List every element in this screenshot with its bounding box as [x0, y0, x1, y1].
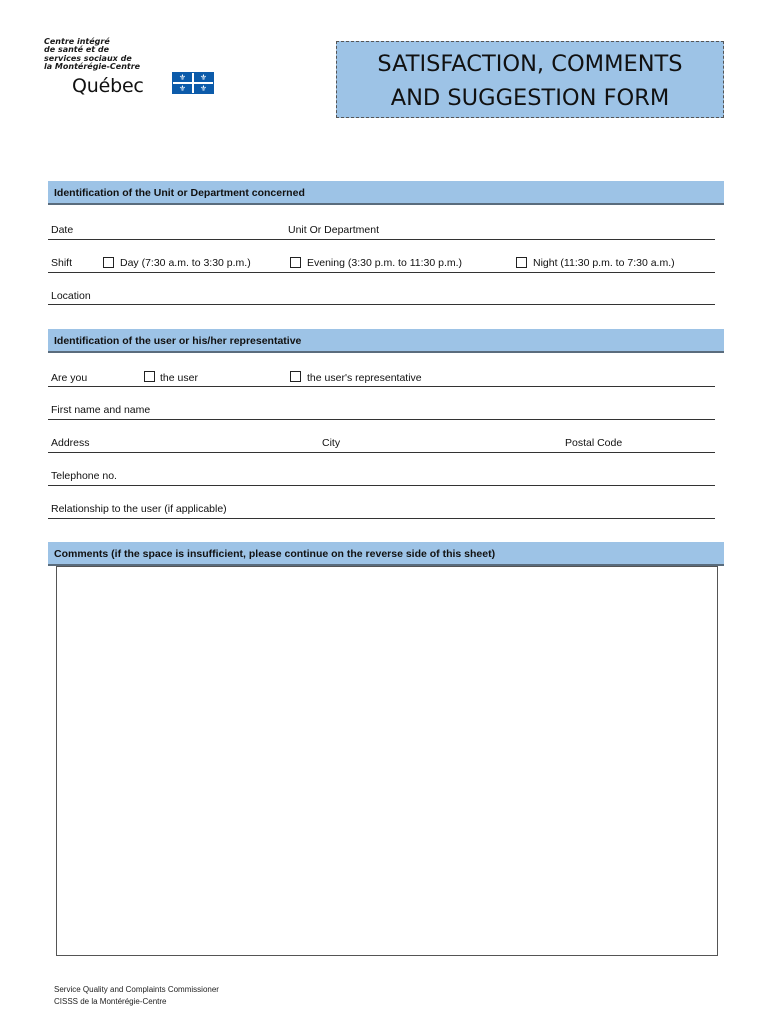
cisss-logo	[44, 38, 214, 100]
representative-option-label: the user's representative	[307, 372, 422, 384]
date-unit-field-line[interactable]	[48, 239, 715, 240]
telephone-field-line[interactable]	[48, 485, 715, 486]
form-title-line2: AND SUGGESTION FORM	[390, 85, 670, 111]
address-label: Address	[51, 437, 90, 449]
location-field-line[interactable]	[48, 304, 715, 305]
are-you-label: Are you	[51, 372, 88, 384]
footer-organization: CISSS de la Montérégie-Centre	[54, 997, 167, 1006]
shift-day-label: Day (7:30 a.m. to 3:30 p.m.)	[120, 257, 251, 269]
name-label: First name and name	[51, 404, 151, 416]
footer-commissioner: Service Quality and Complaints Commissioner	[54, 985, 219, 994]
relationship-field-line[interactable]	[48, 518, 715, 519]
shift-evening-checkbox[interactable]	[290, 257, 301, 268]
shift-night-checkbox[interactable]	[516, 257, 527, 268]
relationship-label: Relationship to the user (if applicable)	[51, 503, 227, 515]
form-title	[336, 41, 724, 118]
comments-textarea[interactable]	[56, 566, 718, 956]
unit-label: Unit Or Department	[288, 224, 380, 236]
shift-evening-label: Evening (3:30 p.m. to 11:30 p.m.)	[307, 257, 463, 269]
quebec-wordmark: Québec	[72, 75, 144, 97]
org-name-line: services sociaux de	[44, 53, 132, 63]
address-field-line[interactable]	[48, 452, 715, 453]
shift-day-checkbox[interactable]	[103, 257, 114, 268]
user-checkbox[interactable]	[144, 371, 155, 382]
org-name-line: de santé et de	[44, 45, 110, 55]
form-title-line1: SATISFACTION, COMMENTS	[377, 51, 683, 77]
representative-checkbox[interactable]	[290, 371, 301, 382]
org-name-line: Centre intégré	[44, 37, 110, 46]
city-label: City	[322, 437, 341, 449]
org-name-line: la Montérégie-Centre	[44, 61, 141, 71]
name-field-line[interactable]	[48, 419, 715, 420]
date-label: Date	[51, 224, 74, 236]
shift-label: Shift	[51, 257, 73, 269]
section-heading-unit: Identification of the Unit or Department concerned	[48, 181, 724, 205]
shift-line	[48, 272, 715, 273]
user-option-label: the user	[160, 372, 198, 384]
postal-code-label: Postal Code	[565, 437, 623, 449]
telephone-label: Telephone no.	[51, 470, 117, 482]
section-heading-comments: Comments (if the space is insufficient, please continue on the reverse side of this sheet)	[48, 542, 724, 566]
are-you-line	[48, 386, 715, 387]
shift-night-label: Night (11:30 p.m. to 7:30 a.m.)	[533, 257, 675, 269]
location-label: Location	[51, 290, 91, 302]
footer	[54, 984, 219, 1008]
quebec-flag-icon: ⚜ ⚜ ⚜ ⚜	[172, 72, 214, 94]
section-heading-user: Identification of the user or his/her representative	[48, 329, 724, 353]
